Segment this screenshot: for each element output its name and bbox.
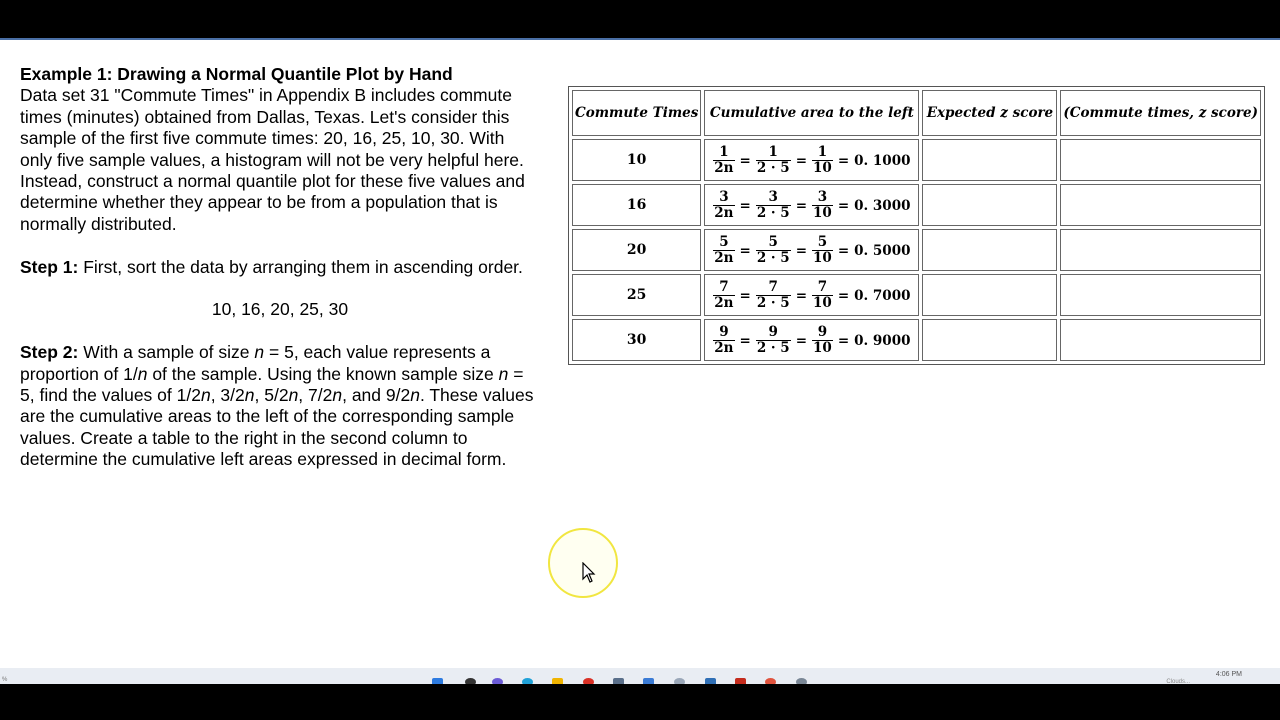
table-row <box>572 319 1261 361</box>
table-header-row <box>572 90 1261 136</box>
step2-label: Step 2: <box>20 342 79 363</box>
cumulative-area-cell: $\frac{7}{2n}$ = $\frac{7}{2 \cdot 5}$ = $\frac{7}{10}$ = 0. 7000 <box>704 274 919 316</box>
sorted-values: 10, 16, 20, 25, 30 <box>211 299 349 320</box>
pair-cell[interactable] <box>1060 184 1261 226</box>
header-pair: (Commute times, z score) <box>1060 90 1261 136</box>
pair-cell[interactable] <box>1060 319 1261 361</box>
taskbar-clock[interactable]: 4:06 PM <box>1215 671 1242 678</box>
app-icon[interactable] <box>613 678 624 684</box>
app-icon[interactable] <box>765 678 776 684</box>
cumulative-area-cell: $\frac{3}{2n}$ = $\frac{3}{2 \cdot 5}$ = $\frac{3}{10}$ = 0. 3000 <box>704 184 919 226</box>
pair-cell[interactable] <box>1060 139 1261 181</box>
mouse-pointer-icon <box>582 562 596 584</box>
table-row <box>572 139 1261 181</box>
header-cumulative-area: Cumulative area to the left <box>704 90 919 136</box>
expected-z-cell[interactable] <box>922 184 1057 226</box>
edge-icon[interactable] <box>522 678 533 684</box>
app-icon[interactable] <box>796 678 807 684</box>
header-expected-z: Expected z score <box>922 90 1057 136</box>
step1-paragraph: Step 1: First, sort the data by arranging them in ascending order. <box>20 256 523 277</box>
slide <box>0 38 1280 670</box>
cumulative-area-cell: $\frac{9}{2n}$ = $\frac{9}{2 \cdot 5}$ = $\frac{9}{10}$ = 0. 9000 <box>704 319 919 361</box>
taskbar <box>0 668 1280 684</box>
folder-icon[interactable] <box>552 678 563 684</box>
example-body: Data set 31 "Commute Times" in Appendix B includes commute times (minutes) obtained from Dallas, Texas. Let's consider this sample of the first five commute times: 20, 16, 25, 10, 30. With only five sample values, a histogram will not be very helpful here. Instead, construct a normal quantile plot for these five values and determine whether they appear to be from a population that is normally distributed. <box>20 85 525 234</box>
table-row <box>572 229 1261 271</box>
instructions-panel <box>20 64 540 471</box>
app-icon[interactable] <box>735 678 746 684</box>
expected-z-cell[interactable] <box>922 274 1057 316</box>
commute-time-cell: 20 <box>572 229 701 271</box>
commute-time-cell: 30 <box>572 319 701 361</box>
app-icon[interactable] <box>705 678 716 684</box>
commute-time-cell: 16 <box>572 184 701 226</box>
pair-cell[interactable] <box>1060 229 1261 271</box>
expected-z-cell[interactable] <box>922 319 1057 361</box>
step2-paragraph: Step 2: With a sample of size n = 5, each value represents a proportion of 1/n of the sample. Using the known sample size n = 5, find the values of 1/2n, 3/2n, 5/2n, 7/2n, and 9/2n. These values are the cumulative areas to the left of the corresponding sample values. Create a table to the right in the second column to determine the cumulative left areas expressed in decimal form. <box>20 342 534 470</box>
commute-time-cell: 25 <box>572 274 701 316</box>
cumulative-area-cell: $\frac{5}{2n}$ = $\frac{5}{2 \cdot 5}$ = $\frac{5}{10}$ = 0. 5000 <box>704 229 919 271</box>
cumulative-area-cell: $\frac{1}{2n}$ = $\frac{1}{2 \cdot 5}$ = $\frac{1}{10}$ = 0. 1000 <box>704 139 919 181</box>
example-title: Example 1: Drawing a Normal Quantile Plot by Hand <box>20 64 453 84</box>
table-row <box>572 184 1261 226</box>
commute-time-cell: 10 <box>572 139 701 181</box>
taskbar-left-label: % <box>2 677 8 683</box>
table-row <box>572 274 1261 316</box>
app-icon[interactable] <box>674 678 685 684</box>
weather-label: Clouds... <box>1166 679 1190 684</box>
quantile-table <box>568 86 1265 365</box>
expected-z-cell[interactable] <box>922 139 1057 181</box>
header-commute-times: Commute Times <box>572 90 701 136</box>
step1-label: Step 1: <box>20 256 79 277</box>
app-icon[interactable] <box>492 678 503 684</box>
search-icon[interactable] <box>465 678 476 684</box>
app-icon[interactable] <box>643 678 654 684</box>
start-icon[interactable] <box>432 678 443 684</box>
browser-icon[interactable] <box>583 678 594 684</box>
expected-z-cell[interactable] <box>922 229 1057 271</box>
pair-cell[interactable] <box>1060 274 1261 316</box>
